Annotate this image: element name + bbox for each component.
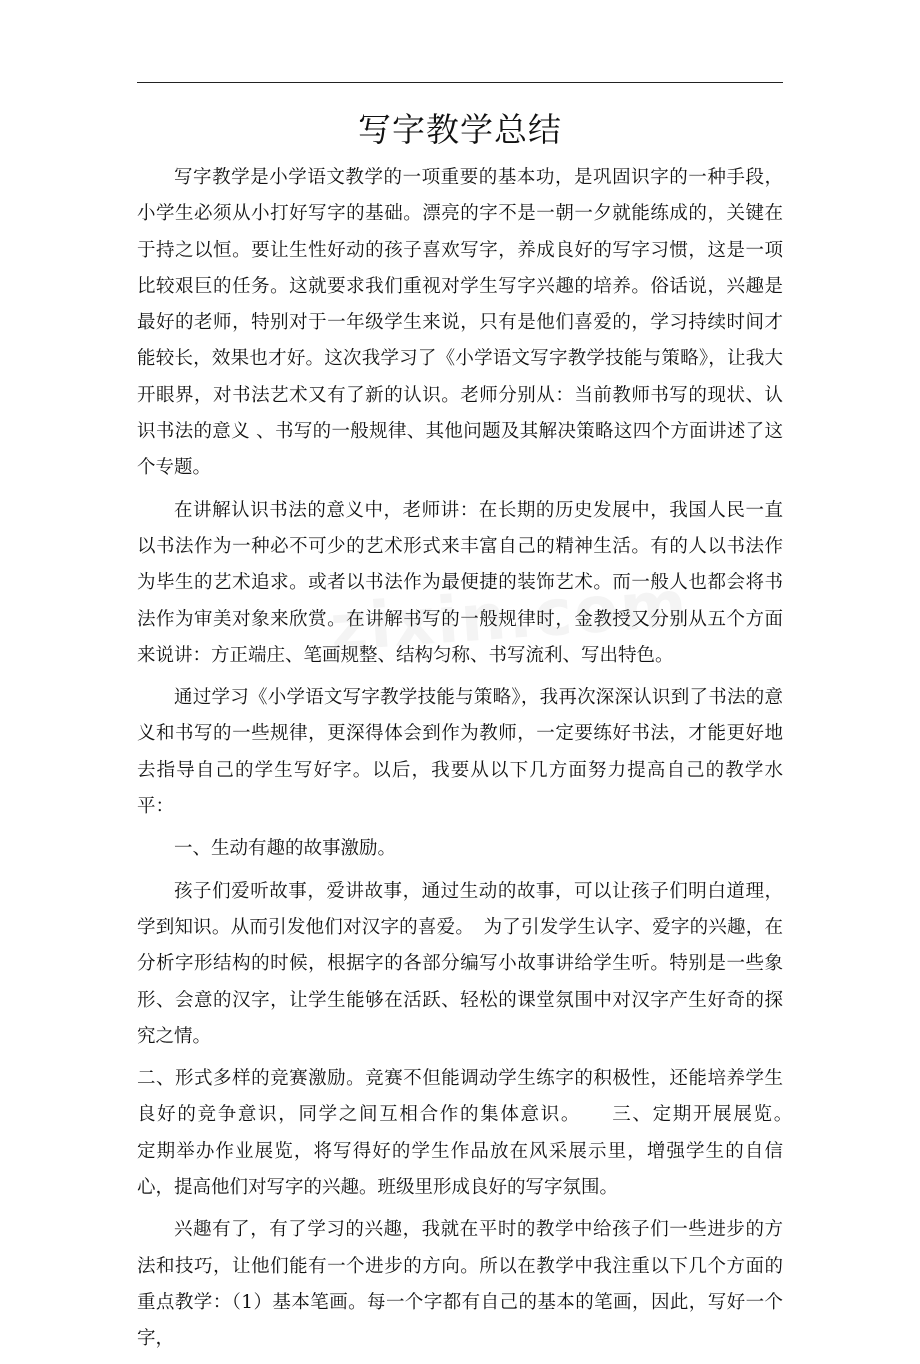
paragraph-calligraphy-meaning: 在讲解认识书法的意义中，老师讲：在长期的历史发展中，我国人民一直以书法作为一种必不可少的艺术形式来丰富自己的精神生活。有的人以书法作为毕生的艺术追求。或者以书法作为最便捷的装饰艺术。而一般人也都会将书法作为审美对象来欣赏。在讲解书写的一般规律时，金教授又分别从五个方面来说讲：方正端庄、笔画规整、结构匀称、书写流利、写出特色。 (137, 499, 783, 666)
paragraph-point-one-heading: 一、生动有趣的故事激励。 (174, 838, 397, 860)
paragraph-teaching-focus: 兴趣有了，有了学习的兴趣，我就在平时的教学中给孩子们一些进步的方法和技巧，让他们能有一个进步的方向。所以在教学中我注重以下几个方面的重点教学：（1）基本笔画。每一个字都有自己的基本的笔画，因此，写好一个字， (137, 1219, 783, 1350)
document-body (137, 160, 821, 1364)
paragraph-competition-exhibition: 二、形式多样的竞赛激励。竞赛不但能调动学生练字的积极性，还能培养学生良好的竞争意识，同学之间互相合作的集体意识。 三、定期开展展览。 定期举办作业展览，将写得好的学生作品放在风采展示里，增强学生的自信心，提高他们对写字的兴趣。班级里形成良好的写字氛围。 (137, 1068, 821, 1199)
paragraph-learning-reflection: 通过学习《小学语文写字教学技能与策略》，我再次深深认识到了书法的意义和书写的一些规律，更深得体会到作为教师，一定要练好书法，才能更好地去指导自己的学生写好字。以后，我要从以下几方面努力提高自己的教学水平： (137, 687, 783, 818)
document-title: 写字教学总结 (358, 110, 562, 149)
paragraph-intro: 写字教学是小学语文教学的一项重要的基本功，是巩固识字的一种手段，小学生必须从小打好写字的基础。漂亮的字不是一朝一夕就能练成的，关键在于持之以恒。要让生性好动的孩子喜欢写字，养成良好的写字习惯，这是一项比较艰巨的任务。这就要求我们重视对学生写字兴趣的培养。俗话说，兴趣是最好的老师，特别对于一年级学生来说，只有是他们喜爱的，学习持续时间才能较长，效果也才好。这次我学习了《小学语文写字教学技能与策略》，让我大开眼界，对书法艺术又有了新的认识。老师分别从：当前教师书写的现状、认识书法的意义 、书写的一般规律、其他问题及其解决策略这四个方面讲述了这个专题。 (137, 167, 783, 479)
header-rule (137, 82, 783, 83)
paragraph-story-motivation: 孩子们爱听故事，爱讲故事，通过生动的故事，可以让孩子们明白道理，学到知识。从而引发他们对汉字的喜爱。 为了引发学生认字、爱字的兴趣，在分析字形结构的时候，根据字的各部分编写小故事讲给学生听。特别是一些象形、会意的汉字，让学生能够在活跃、轻松的课堂氛围中对汉字产生好奇的探究之情。 (137, 880, 783, 1047)
